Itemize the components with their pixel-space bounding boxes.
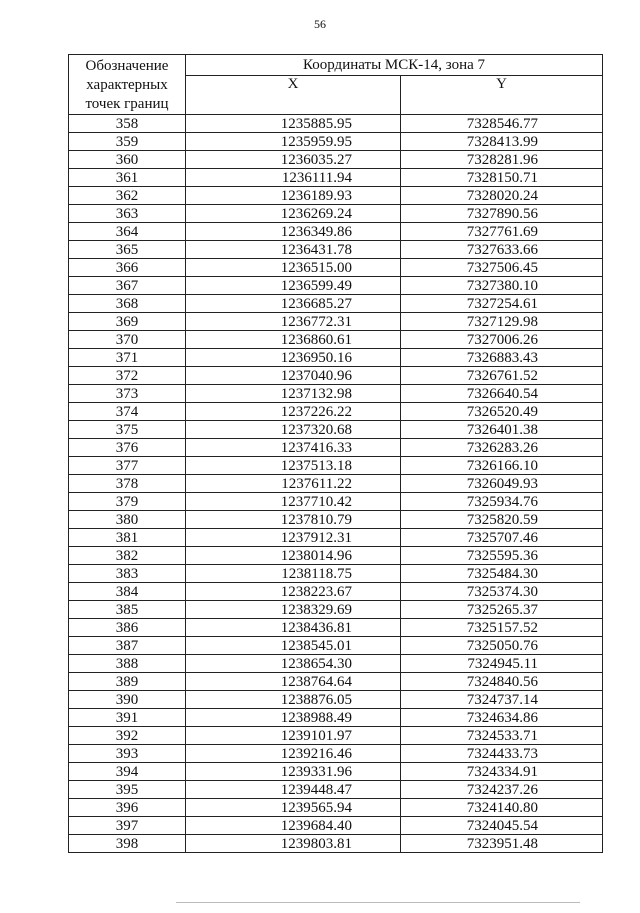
x-coordinate-cell: 1237710.42 bbox=[186, 493, 401, 511]
y-coordinate-cell: 7327890.56 bbox=[401, 205, 603, 223]
x-coordinate-cell: 1235885.95 bbox=[186, 115, 401, 133]
y-coordinate-cell: 7326401.38 bbox=[401, 421, 603, 439]
y-coordinate-cell: 7325595.36 bbox=[401, 547, 603, 565]
y-coordinate-cell: 7324840.56 bbox=[401, 673, 603, 691]
table-row bbox=[69, 637, 603, 655]
table-row bbox=[69, 799, 603, 817]
table-row bbox=[69, 295, 603, 313]
point-id-cell: 393 bbox=[69, 745, 186, 763]
x-coordinate-cell: 1237040.96 bbox=[186, 367, 401, 385]
point-id-cell: 391 bbox=[69, 709, 186, 727]
table-row bbox=[69, 223, 603, 241]
x-coordinate-cell: 1239684.40 bbox=[186, 817, 401, 835]
table-row bbox=[69, 709, 603, 727]
point-id-cell: 377 bbox=[69, 457, 186, 475]
y-coordinate-cell: 7326883.43 bbox=[401, 349, 603, 367]
point-id-cell: 389 bbox=[69, 673, 186, 691]
point-designation-header: Обозначение характерных точек границ bbox=[69, 55, 186, 115]
point-id-cell: 383 bbox=[69, 565, 186, 583]
point-id-cell: 396 bbox=[69, 799, 186, 817]
x-coordinate-cell: 1239331.96 bbox=[186, 763, 401, 781]
x-coordinate-cell: 1236035.27 bbox=[186, 151, 401, 169]
x-coordinate-cell: 1236950.16 bbox=[186, 349, 401, 367]
table-row bbox=[69, 529, 603, 547]
table-row bbox=[69, 349, 603, 367]
table-row bbox=[69, 169, 603, 187]
x-coordinate-cell: 1238223.67 bbox=[186, 583, 401, 601]
table-row bbox=[69, 205, 603, 223]
y-coordinate-cell: 7325374.30 bbox=[401, 583, 603, 601]
x-coordinate-cell: 1236111.94 bbox=[186, 169, 401, 187]
point-id-cell: 373 bbox=[69, 385, 186, 403]
point-id-cell: 381 bbox=[69, 529, 186, 547]
x-coordinate-cell: 1238988.49 bbox=[186, 709, 401, 727]
page-number: 56 bbox=[314, 17, 326, 31]
table-row bbox=[69, 565, 603, 583]
table-row bbox=[69, 277, 603, 295]
point-id-cell: 359 bbox=[69, 133, 186, 151]
table-row bbox=[69, 583, 603, 601]
y-coordinate-cell: 7328281.96 bbox=[401, 151, 603, 169]
table-row bbox=[69, 673, 603, 691]
point-id-cell: 368 bbox=[69, 295, 186, 313]
point-id-cell: 387 bbox=[69, 637, 186, 655]
y-coordinate-cell: 7328546.77 bbox=[401, 115, 603, 133]
x-coordinate-cell: 1239565.94 bbox=[186, 799, 401, 817]
point-id-cell: 366 bbox=[69, 259, 186, 277]
point-id-cell: 361 bbox=[69, 169, 186, 187]
y-coordinate-cell: 7326520.49 bbox=[401, 403, 603, 421]
x-coordinate-cell: 1238436.81 bbox=[186, 619, 401, 637]
y-coordinate-cell: 7328020.24 bbox=[401, 187, 603, 205]
point-id-cell: 394 bbox=[69, 763, 186, 781]
table-header-row bbox=[69, 55, 603, 76]
table-row bbox=[69, 403, 603, 421]
y-coordinate-cell: 7324945.11 bbox=[401, 655, 603, 673]
point-id-cell: 388 bbox=[69, 655, 186, 673]
y-coordinate-cell: 7324045.54 bbox=[401, 817, 603, 835]
y-coordinate-cell: 7326049.93 bbox=[401, 475, 603, 493]
y-coordinate-cell: 7326640.54 bbox=[401, 385, 603, 403]
y-coordinate-cell: 7323951.48 bbox=[401, 835, 603, 853]
point-id-cell: 371 bbox=[69, 349, 186, 367]
y-coordinate-cell: 7325707.46 bbox=[401, 529, 603, 547]
point-id-cell: 374 bbox=[69, 403, 186, 421]
x-coordinate-cell: 1236431.78 bbox=[186, 241, 401, 259]
x-coordinate-cell: 1237912.31 bbox=[186, 529, 401, 547]
y-coordinate-cell: 7324237.26 bbox=[401, 781, 603, 799]
point-id-cell: 382 bbox=[69, 547, 186, 565]
point-id-cell: 358 bbox=[69, 115, 186, 133]
table-row bbox=[69, 115, 603, 133]
point-id-cell: 380 bbox=[69, 511, 186, 529]
table-row bbox=[69, 133, 603, 151]
table-row bbox=[69, 763, 603, 781]
point-id-cell: 363 bbox=[69, 205, 186, 223]
bottom-divider bbox=[176, 902, 580, 903]
y-coordinate-cell: 7327129.98 bbox=[401, 313, 603, 331]
table-row bbox=[69, 493, 603, 511]
x-coordinate-cell: 1237416.33 bbox=[186, 439, 401, 457]
point-id-cell: 362 bbox=[69, 187, 186, 205]
y-column-header: Y bbox=[401, 76, 603, 115]
point-id-cell: 379 bbox=[69, 493, 186, 511]
table-row bbox=[69, 151, 603, 169]
point-id-cell: 392 bbox=[69, 727, 186, 745]
y-coordinate-cell: 7325484.30 bbox=[401, 565, 603, 583]
table-row bbox=[69, 727, 603, 745]
y-coordinate-cell: 7328413.99 bbox=[401, 133, 603, 151]
point-id-cell: 385 bbox=[69, 601, 186, 619]
table-row bbox=[69, 421, 603, 439]
table-row bbox=[69, 511, 603, 529]
y-coordinate-cell: 7327761.69 bbox=[401, 223, 603, 241]
table-row bbox=[69, 457, 603, 475]
point-id-cell: 369 bbox=[69, 313, 186, 331]
x-coordinate-cell: 1239448.47 bbox=[186, 781, 401, 799]
table-row bbox=[69, 655, 603, 673]
table-row bbox=[69, 313, 603, 331]
y-coordinate-cell: 7327006.26 bbox=[401, 331, 603, 349]
table-row bbox=[69, 619, 603, 637]
y-coordinate-cell: 7325157.52 bbox=[401, 619, 603, 637]
y-coordinate-cell: 7328150.71 bbox=[401, 169, 603, 187]
y-coordinate-cell: 7324737.14 bbox=[401, 691, 603, 709]
table-row bbox=[69, 547, 603, 565]
x-coordinate-cell: 1237611.22 bbox=[186, 475, 401, 493]
x-coordinate-cell: 1237132.98 bbox=[186, 385, 401, 403]
y-coordinate-cell: 7325934.76 bbox=[401, 493, 603, 511]
x-coordinate-cell: 1236189.93 bbox=[186, 187, 401, 205]
table-row bbox=[69, 331, 603, 349]
y-coordinate-cell: 7327633.66 bbox=[401, 241, 603, 259]
table-row bbox=[69, 385, 603, 403]
coordinates-table-body bbox=[69, 55, 603, 853]
y-coordinate-cell: 7326283.26 bbox=[401, 439, 603, 457]
table-row bbox=[69, 745, 603, 763]
x-coordinate-cell: 1236860.61 bbox=[186, 331, 401, 349]
point-id-cell: 360 bbox=[69, 151, 186, 169]
point-id-cell: 367 bbox=[69, 277, 186, 295]
x-coordinate-cell: 1236599.49 bbox=[186, 277, 401, 295]
y-coordinate-cell: 7326166.10 bbox=[401, 457, 603, 475]
table-row bbox=[69, 781, 603, 799]
point-id-cell: 397 bbox=[69, 817, 186, 835]
x-coordinate-cell: 1237226.22 bbox=[186, 403, 401, 421]
y-coordinate-cell: 7327380.10 bbox=[401, 277, 603, 295]
table-row bbox=[69, 475, 603, 493]
y-coordinate-cell: 7325265.37 bbox=[401, 601, 603, 619]
y-coordinate-cell: 7326761.52 bbox=[401, 367, 603, 385]
table-row bbox=[69, 259, 603, 277]
x-coordinate-cell: 1236349.86 bbox=[186, 223, 401, 241]
point-id-cell: 364 bbox=[69, 223, 186, 241]
table-row bbox=[69, 835, 603, 853]
point-id-cell: 375 bbox=[69, 421, 186, 439]
x-coordinate-cell: 1238329.69 bbox=[186, 601, 401, 619]
x-coordinate-cell: 1238014.96 bbox=[186, 547, 401, 565]
y-coordinate-cell: 7324533.71 bbox=[401, 727, 603, 745]
y-coordinate-cell: 7324140.80 bbox=[401, 799, 603, 817]
x-coordinate-cell: 1238118.75 bbox=[186, 565, 401, 583]
x-column-header: X bbox=[186, 76, 401, 115]
x-coordinate-cell: 1239101.97 bbox=[186, 727, 401, 745]
point-id-cell: 384 bbox=[69, 583, 186, 601]
x-coordinate-cell: 1238545.01 bbox=[186, 637, 401, 655]
table-row bbox=[69, 187, 603, 205]
y-coordinate-cell: 7327506.45 bbox=[401, 259, 603, 277]
y-coordinate-cell: 7324433.73 bbox=[401, 745, 603, 763]
point-id-cell: 372 bbox=[69, 367, 186, 385]
x-coordinate-cell: 1238764.64 bbox=[186, 673, 401, 691]
x-coordinate-cell: 1236515.00 bbox=[186, 259, 401, 277]
point-id-cell: 390 bbox=[69, 691, 186, 709]
coordinate-system-header: Координаты МСК-14, зона 7 bbox=[186, 55, 603, 76]
coordinates-table bbox=[68, 54, 603, 853]
table-row bbox=[69, 439, 603, 457]
x-coordinate-cell: 1236269.24 bbox=[186, 205, 401, 223]
x-coordinate-cell: 1237513.18 bbox=[186, 457, 401, 475]
table-row bbox=[69, 691, 603, 709]
point-id-cell: 378 bbox=[69, 475, 186, 493]
x-coordinate-cell: 1238876.05 bbox=[186, 691, 401, 709]
point-id-cell: 395 bbox=[69, 781, 186, 799]
point-id-cell: 365 bbox=[69, 241, 186, 259]
x-coordinate-cell: 1235959.95 bbox=[186, 133, 401, 151]
x-coordinate-cell: 1237810.79 bbox=[186, 511, 401, 529]
point-id-cell: 370 bbox=[69, 331, 186, 349]
x-coordinate-cell: 1236685.27 bbox=[186, 295, 401, 313]
y-coordinate-cell: 7325050.76 bbox=[401, 637, 603, 655]
y-coordinate-cell: 7327254.61 bbox=[401, 295, 603, 313]
x-coordinate-cell: 1239216.46 bbox=[186, 745, 401, 763]
point-id-cell: 386 bbox=[69, 619, 186, 637]
point-id-cell: 376 bbox=[69, 439, 186, 457]
table-row bbox=[69, 241, 603, 259]
table-row bbox=[69, 601, 603, 619]
x-coordinate-cell: 1236772.31 bbox=[186, 313, 401, 331]
x-coordinate-cell: 1237320.68 bbox=[186, 421, 401, 439]
y-coordinate-cell: 7324634.86 bbox=[401, 709, 603, 727]
x-coordinate-cell: 1239803.81 bbox=[186, 835, 401, 853]
x-coordinate-cell: 1238654.30 bbox=[186, 655, 401, 673]
point-id-cell: 398 bbox=[69, 835, 186, 853]
y-coordinate-cell: 7324334.91 bbox=[401, 763, 603, 781]
table-row bbox=[69, 817, 603, 835]
table-row bbox=[69, 367, 603, 385]
y-coordinate-cell: 7325820.59 bbox=[401, 511, 603, 529]
